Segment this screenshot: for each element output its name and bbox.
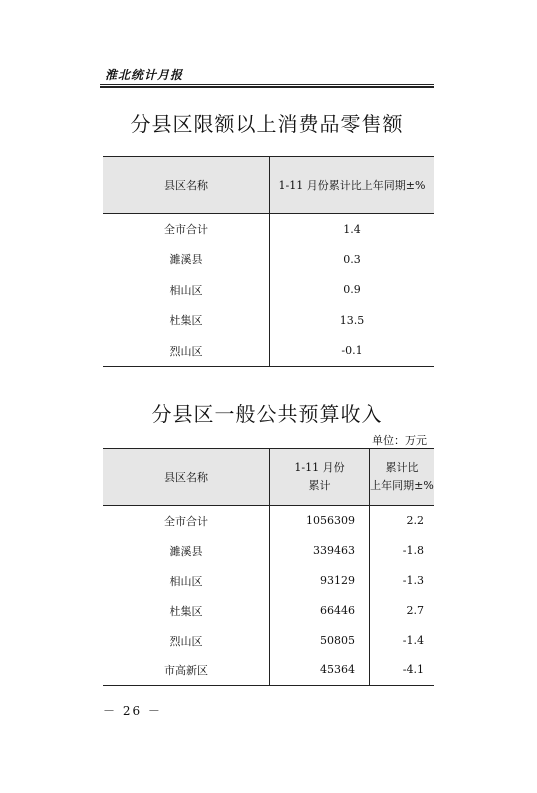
cumulative-value: 45364	[270, 656, 370, 686]
county-name: 全市合计	[103, 506, 270, 536]
county-name: 濉溪县	[103, 536, 270, 566]
ratio-value: 2.2	[406, 513, 424, 527]
growth-value: 0.3	[343, 252, 361, 266]
table-row	[103, 336, 434, 367]
ratio-value: -1.4	[402, 633, 424, 647]
column-header-cumulative	[270, 449, 370, 506]
table-row	[103, 244, 434, 275]
ratio-value: -1.3	[402, 573, 424, 587]
growth-value: 0.9	[343, 283, 361, 297]
table-row	[103, 566, 434, 596]
table-row	[103, 214, 434, 245]
cumulative-value: 93129	[270, 566, 370, 596]
column-header-growth: 1-11 月份累计比上年同期±%	[278, 179, 426, 192]
column-header-ratio-line2: 上年同期±%	[370, 479, 434, 492]
table2-title: 分县区一般公共预算收入	[151, 402, 383, 426]
table1-title: 分县区限额以上消费品零售额	[130, 112, 404, 136]
report-header-title: 淮北统计月报	[105, 68, 184, 82]
header-rule-thick	[100, 86, 434, 88]
county-name: 全市合计	[103, 214, 270, 245]
cumulative-value: 1056309	[270, 506, 370, 536]
county-name: 相山区	[103, 275, 270, 306]
table-row	[103, 536, 434, 566]
page-number: － 26 －	[103, 704, 162, 718]
table-row	[103, 656, 434, 686]
county-name: 濉溪县	[103, 244, 270, 275]
retail-sales-table	[103, 156, 434, 367]
table-row	[103, 275, 434, 306]
table-header-row	[103, 449, 434, 506]
column-header-ratio	[370, 449, 435, 506]
table-header-row	[103, 157, 434, 214]
county-name: 杜集区	[103, 305, 270, 336]
growth-value: 1.4	[343, 222, 361, 236]
cumulative-value: 339463	[270, 536, 370, 566]
ratio-value: -4.1	[402, 663, 424, 677]
column-header-ratio-line1: 累计比	[385, 461, 419, 474]
county-name: 相山区	[103, 566, 270, 596]
cumulative-value: 66446	[270, 596, 370, 626]
county-name: 市高新区	[103, 656, 270, 686]
column-header-county: 县区名称	[103, 157, 270, 214]
column-header-cumulative-line1: 1-11 月份	[294, 461, 345, 474]
ratio-value: 2.7	[406, 603, 424, 617]
county-name: 烈山区	[103, 626, 270, 656]
table-row	[103, 596, 434, 626]
column-header-cumulative-line2: 累计	[308, 479, 331, 492]
county-name: 烈山区	[103, 336, 270, 367]
growth-value: 13.5	[339, 313, 365, 327]
county-name: 杜集区	[103, 596, 270, 626]
cumulative-value: 50805	[270, 626, 370, 656]
growth-value: -0.1	[341, 344, 363, 357]
unit-label: 单位：万元	[372, 434, 427, 447]
budget-revenue-table	[103, 448, 434, 686]
ratio-value: -1.8	[402, 543, 424, 557]
header-rule	[100, 84, 434, 85]
column-header-county: 县区名称	[103, 449, 270, 506]
table-row	[103, 305, 434, 336]
table-row	[103, 506, 434, 536]
table-row	[103, 626, 434, 656]
